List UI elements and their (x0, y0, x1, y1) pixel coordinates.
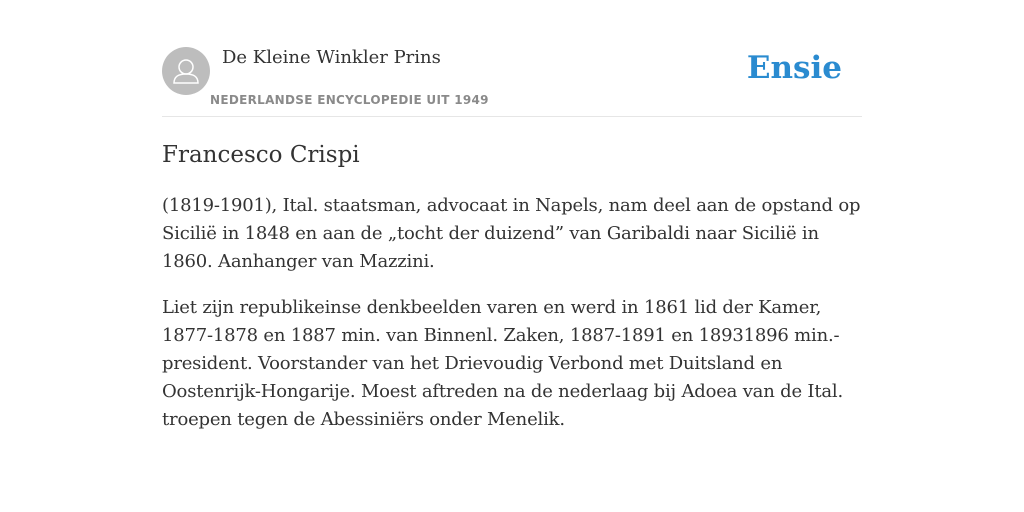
article-title: Francesco Crispi (162, 142, 360, 168)
author-name[interactable]: De Kleine Winkler Prins (222, 47, 441, 68)
article-body (162, 192, 862, 452)
user-avatar-icon (162, 47, 210, 95)
ensie-logo[interactable]: Ensie (746, 50, 842, 86)
article-paragraph: Liet zijn republikeinse denkbeelden varen en werd in 1861 lid der Kamer, 1877-1878 en 1887 min. van Binnenl. Zaken, 1887-1891 en 18931896 min.-president. Voorstander van het Drievoudig Verbond met Duitsland en Oostenrijk-Hongarije. Moest aftreden na de nederlaag bij Adoea van de Ital. troepen tegen de Abessiniërs onder Menelik. (162, 297, 843, 430)
author-avatar[interactable] (162, 47, 210, 95)
source-subtitle: NEDERLANDSE ENCYCLOPEDIE UIT 1949 (210, 93, 489, 107)
article-paragraph: (1819-1901), Ital. staatsman, advocaat in Napels, nam deel aan de opstand op Sicilië in 1848 en aan de „tocht der duizend” van Garibaldi naar Sicilië in 1860. Aanhanger van Mazzini. (162, 195, 861, 272)
header (162, 46, 862, 117)
